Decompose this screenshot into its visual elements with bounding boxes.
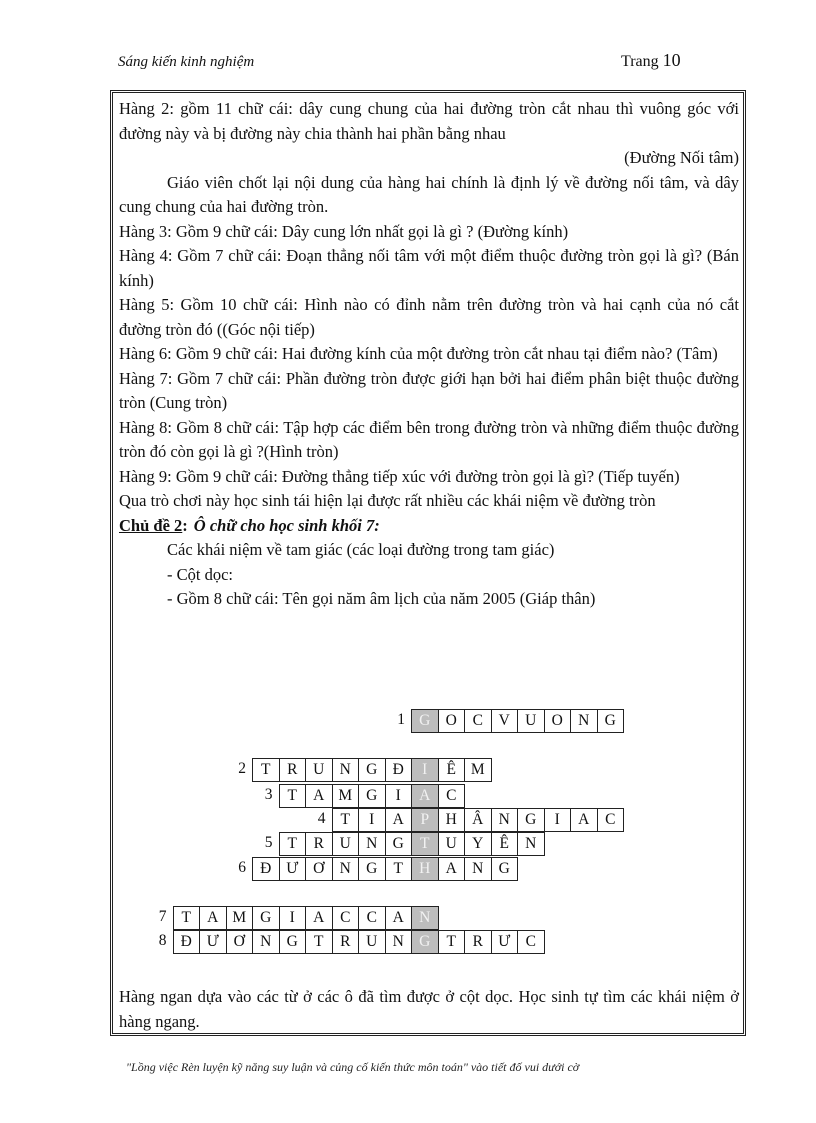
- crossword-cell: M: [226, 906, 254, 930]
- topic-heading: [119, 514, 739, 539]
- crossword-cell: H: [438, 808, 466, 832]
- crossword-cell: G: [385, 832, 413, 856]
- crossword-cell: U: [358, 930, 386, 954]
- crossword-row-number: 7: [158, 908, 167, 925]
- crossword-cell: N: [358, 832, 386, 856]
- crossword-key-cell: N: [411, 906, 439, 930]
- crossword-row-number: 4: [317, 810, 326, 827]
- crossword-cell: A: [385, 906, 413, 930]
- crossword-cell: T: [279, 832, 307, 856]
- crossword-cell: G: [358, 784, 386, 808]
- paragraph-teacher-note: Giáo viên chốt lại nội dung của hàng hai chính là định lý về đường nối tâm, và dây cung chung của hai đường tròn.: [119, 172, 739, 216]
- crossword-cell: I: [358, 808, 386, 832]
- crossword-cell: Y: [464, 832, 492, 856]
- crossword-cell: Đ: [173, 930, 201, 954]
- crossword-cell: T: [173, 906, 201, 930]
- crossword-cell: G: [491, 857, 519, 881]
- crossword-cell: U: [517, 709, 545, 733]
- paragraph-row-2: Hàng 2: gồm 11 chữ cái: dây cung chung của hai đường tròn cắt nhau thì vuông góc với đường này và bị đường này chia thành hai phần bằng nhau: [119, 99, 739, 143]
- vertical-column-label: - Cột dọc:: [167, 564, 233, 584]
- crossword-row-number: 3: [264, 786, 273, 803]
- crossword-cell: T: [252, 758, 280, 782]
- crossword-cell: G: [252, 906, 280, 930]
- crossword-cell: O: [544, 709, 572, 733]
- crossword-key-cell: I: [411, 758, 439, 782]
- crossword-cell: N: [332, 857, 360, 881]
- crossword-cell: V: [491, 709, 519, 733]
- crossword-cell: A: [438, 857, 466, 881]
- crossword-cell: C: [358, 906, 386, 930]
- paragraph-row-8: Hàng 8: Gồm 8 chữ cái: Tập hợp các điểm bên trong đường tròn và những điểm thuộc đường tròn đó còn gọi là gì ?(Hình tròn): [119, 417, 739, 461]
- crossword-cell: G: [358, 857, 386, 881]
- crossword-cell: Ơ: [226, 930, 254, 954]
- crossword-cell: Đ: [385, 758, 413, 782]
- crossword-cell: N: [464, 857, 492, 881]
- crossword-cell: R: [305, 832, 333, 856]
- crossword-cell: C: [597, 808, 625, 832]
- content-frame: [110, 90, 746, 1036]
- crossword-cell: Đ: [252, 857, 280, 881]
- crossword-cell: N: [491, 808, 519, 832]
- crossword-cell: O: [438, 709, 466, 733]
- topic-intro: Các khái niệm về tam giác (các loại đường trong tam giác): [167, 540, 555, 559]
- crossword-cell: Ư: [491, 930, 519, 954]
- crossword-cell: Ơ: [305, 857, 333, 881]
- crossword-key-cell: P: [411, 808, 439, 832]
- crossword-cell: G: [517, 808, 545, 832]
- crossword-cell: I: [279, 906, 307, 930]
- crossword-cell: T: [438, 930, 466, 954]
- crossword-cell: T: [305, 930, 333, 954]
- topic-title: Ô chữ cho học sinh khối 7:: [193, 515, 380, 535]
- paragraph-row-4: Hàng 4: Gồm 7 chữ cái: Đoạn thẳng nối tâm với một điểm thuộc đường tròn gọi là gì? (Bán kính): [119, 246, 739, 290]
- crossword-cell: U: [332, 832, 360, 856]
- crossword-cell: G: [597, 709, 625, 733]
- paragraph-summary: Qua trò chơi này học sinh tái hiện lại được rất nhiều các khái niệm về đường tròn: [119, 491, 656, 510]
- crossword-cell: Ê: [491, 832, 519, 856]
- crossword-cell: U: [438, 832, 466, 856]
- page-number: 10: [662, 50, 681, 70]
- crossword-row-number: 8: [158, 932, 167, 949]
- crossword-cell: N: [385, 930, 413, 954]
- crossword-key-cell: G: [411, 930, 439, 954]
- crossword-cell: I: [385, 784, 413, 808]
- crossword-cell: C: [517, 930, 545, 954]
- paragraph-row-7: Hàng 7: Gồm 7 chữ cái: Phần đường tròn được giới hạn bởi hai điểm phân biệt thuộc đường tròn (Cung tròn): [119, 368, 739, 412]
- crossword-cell: N: [517, 832, 545, 856]
- crossword-cell: N: [332, 758, 360, 782]
- crossword-row-number: 1: [397, 711, 405, 728]
- crossword-cell: A: [385, 808, 413, 832]
- paragraph-row-3: Hàng 3: Gồm 9 chữ cái: Dây cung lớn nhất gọi là gì ? (Đường kính): [119, 221, 569, 241]
- crossword-cell: Ư: [279, 857, 307, 881]
- crossword-cell: Ê: [438, 758, 466, 782]
- crossword-cell: A: [305, 906, 333, 930]
- crossword-cell: C: [438, 784, 466, 808]
- topic-label: Chủ đề 2: [119, 515, 183, 535]
- crossword-cell: R: [332, 930, 360, 954]
- paragraph-row-6: Hàng 6: Gồm 9 chữ cái: Hai đường kính của một đường tròn cắt nhau tại điểm nào? (Tâm): [119, 344, 718, 363]
- header-title: Sáng kiến kinh nghiệm: [118, 54, 255, 70]
- vertical-column-clue: - Gồm 8 chữ cái: Tên gọi năm âm lịch của năm 2005 (Giáp thân): [167, 589, 596, 608]
- crossword-cell: N: [252, 930, 280, 954]
- crossword-cell: G: [279, 930, 307, 954]
- crossword-cell: A: [305, 784, 333, 808]
- crossword-cell: M: [332, 784, 360, 808]
- crossword-cell: G: [358, 758, 386, 782]
- paragraph-row-5: Hàng 5: Gồm 10 chữ cái: Hình nào có đỉnh nằm trên đường tròn và hai cạnh của nó cắt đường tròn đó ((Góc nội tiếp): [119, 295, 739, 339]
- crossword-cell: A: [199, 906, 227, 930]
- crossword-cell: T: [332, 808, 360, 832]
- crossword-cell: R: [464, 930, 492, 954]
- crossword-key-cell: A: [411, 784, 439, 808]
- crossword-cell: C: [332, 906, 360, 930]
- crossword-cell: C: [464, 709, 492, 733]
- crossword-cell: I: [544, 808, 572, 832]
- crossword-cell: N: [570, 709, 598, 733]
- crossword-row-number: 6: [238, 859, 246, 876]
- crossword-cell: M: [464, 758, 492, 782]
- closing-paragraph: Hàng ngan dựa vào các từ ở các ô đã tìm được ở cột dọc. Học sinh tự tìm các khái niệm ở hàng ngang.: [119, 987, 739, 1031]
- paragraph-row-9: Hàng 9: Gồm 9 chữ cái: Đường thẳng tiếp xúc với đường tròn gọi là gì? (Tiếp tuyến): [119, 466, 680, 486]
- crossword-cell: Â: [464, 808, 492, 832]
- crossword-key-cell: H: [411, 857, 439, 881]
- paragraph-row-2-answer: (Đường Nối tâm): [624, 148, 739, 167]
- crossword-row-number: 5: [264, 834, 273, 851]
- page-label: Trang: [621, 53, 659, 70]
- crossword-cell: T: [279, 784, 307, 808]
- crossword-cell: T: [385, 857, 413, 881]
- crossword-cell: U: [305, 758, 333, 782]
- topic-colon: :: [182, 515, 188, 535]
- page-footer: "Lồng việc Rèn luyện kỹ năng suy luận và củng cố kiến thức môn toán" vào tiết đố vui dưới cờ: [126, 1060, 580, 1074]
- crossword-cell: Ư: [199, 930, 227, 954]
- crossword-row-number: 2: [238, 760, 246, 777]
- crossword-cell: R: [279, 758, 307, 782]
- crossword-key-cell: T: [411, 832, 439, 856]
- crossword-key-cell: G: [411, 709, 439, 733]
- crossword-cell: A: [570, 808, 598, 832]
- page-number-label: [621, 50, 681, 71]
